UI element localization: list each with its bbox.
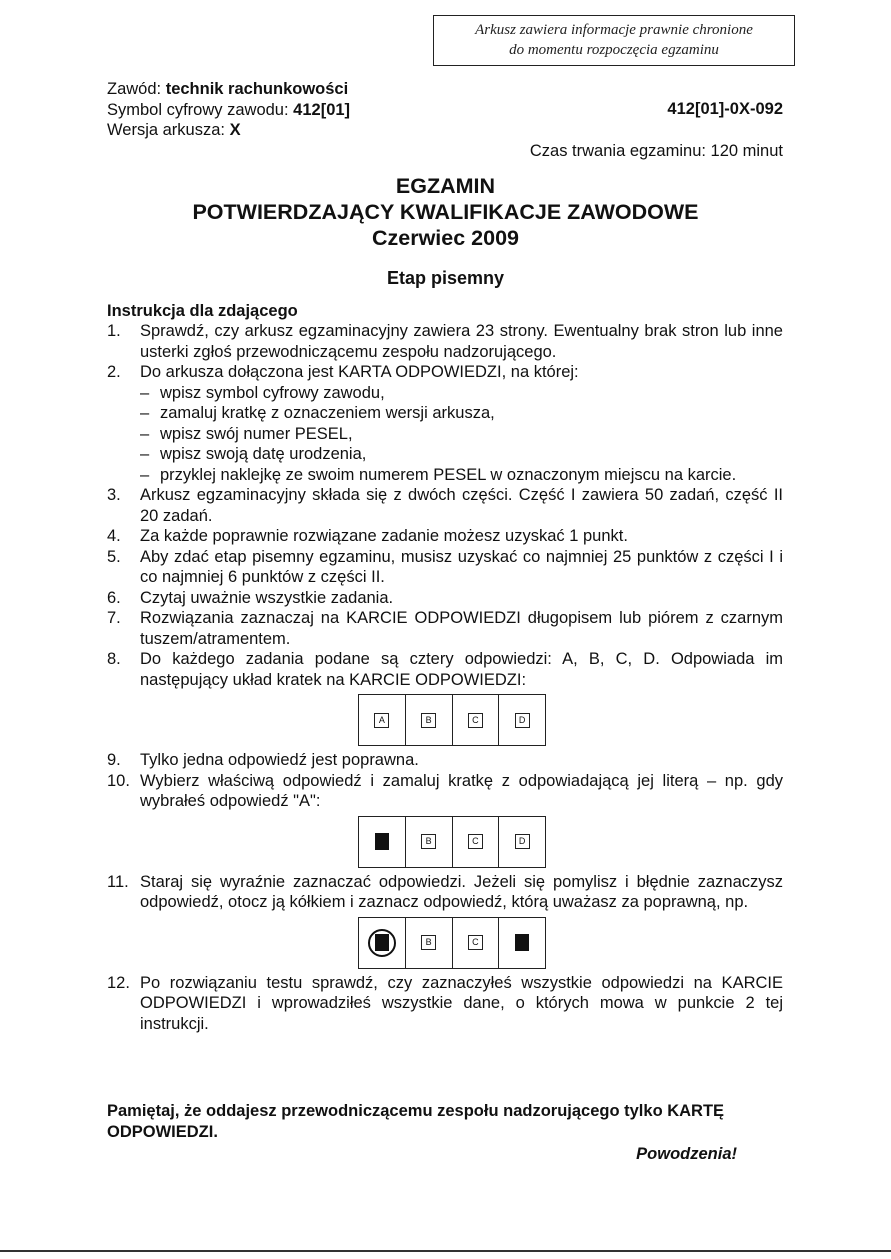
answer-cell-d <box>499 695 545 745</box>
title-line-2: POTWIERDZAJĄCY KWALIFIKACJE ZAWODOWE <box>192 200 699 224</box>
sub-item-text: wpisz symbol cyfrowy zawodu, <box>160 383 385 402</box>
list-item <box>107 771 783 868</box>
list-item <box>107 547 783 588</box>
notice-line-2: do momentu rozpoczęcia egzaminu <box>509 42 719 58</box>
answer-cell-a <box>359 918 406 968</box>
answer-cell-b <box>406 918 453 968</box>
answer-cell-b <box>406 695 453 745</box>
item-number: 7. <box>107 609 121 627</box>
version-line <box>107 120 350 141</box>
item-text: Czytaj uważnie wszystkie zadania. <box>140 588 394 607</box>
answer-grid-filled-example <box>358 816 546 868</box>
item-number: 1. <box>107 322 121 340</box>
sub-item-text: wpisz swój numer PESEL, <box>160 424 353 443</box>
list-item <box>107 321 783 362</box>
list-item <box>107 362 783 485</box>
answer-cell-d <box>499 817 545 867</box>
answer-box-a: A <box>374 713 389 728</box>
answer-box-b: B <box>421 935 436 950</box>
list-item <box>107 526 783 547</box>
circled-box-a <box>368 929 396 957</box>
item-text: Aby zdać etap pisemny egzaminu, musisz uzyskać co najmniej 25 punktów z części I i co najmniej 6 punktów z części II. <box>140 547 783 586</box>
dash: – <box>140 465 150 484</box>
item-text: Po rozwiązaniu testu sprawdź, czy zaznaczyłeś wszystkie odpowiedzi na KARCIE ODPOWIEDZI i wprowadziłeś wszystkie dane, o których mowa w punkcie 2 tej instrukcji. <box>140 973 783 1033</box>
list-item <box>107 750 783 771</box>
list-item <box>107 485 783 526</box>
good-luck: Powodzenia! <box>636 1145 737 1163</box>
sub-item <box>140 403 783 424</box>
dash: – <box>140 424 150 443</box>
sub-item-text: wpisz swoją datę urodzenia, <box>160 445 367 463</box>
item-number: 4. <box>107 527 121 545</box>
version-value: X <box>229 121 241 139</box>
item-number: 3. <box>107 486 121 504</box>
item-text: Sprawdź, czy arkusz egzaminacyjny zawiera 23 strony. Ewentualny brak stron lub inne usterki zgłoś przewodniczącemu zespołu nadzorującego. <box>140 322 783 361</box>
profession-value: technik rachunkowości <box>165 80 349 98</box>
item-text: Za każde poprawnie rozwiązane zadanie możesz uzyskać 1 punkt. <box>140 527 628 545</box>
answer-cell-d <box>499 918 545 968</box>
instructions-list <box>107 321 783 1034</box>
answer-box-c: C <box>468 713 483 728</box>
item-number: 2. <box>107 363 121 381</box>
symbol-value: 412[01] <box>293 100 351 119</box>
bottom-divider <box>0 1250 891 1252</box>
confidentiality-notice <box>433 15 795 66</box>
filled-box-a <box>375 934 389 951</box>
answer-cell-c <box>453 695 500 745</box>
item-number: 9. <box>107 751 121 769</box>
item-number: 10. <box>107 771 130 790</box>
title-line-3: Czerwiec 2009 <box>371 226 519 250</box>
answer-cell-c <box>453 817 500 867</box>
sheet-code: 412[01]-0X-092 <box>667 100 783 118</box>
item-number: 5. <box>107 547 121 566</box>
item-text: Arkusz egzaminacyjny składa się z dwóch części. Część I zawiera 50 zadań, część II 20 zadań. <box>140 486 783 525</box>
answer-cell-a <box>359 817 406 867</box>
answer-box-d: D <box>515 834 530 849</box>
title-line-1: EGZAMIN <box>395 174 496 198</box>
item-text: Wybierz właściwą odpowiedź i zamaluj kratkę z odpowiadającą jej literą – np. gdy wybrałeś odpowiedź "A": <box>140 771 783 810</box>
submission-reminder: Pamiętaj, że oddajesz przewodniczącemu zespołu nadzorującego tylko KARTĘ ODPOWIEDZI. <box>107 1102 725 1141</box>
item-text: Tylko jedna odpowiedź jest poprawna. <box>140 751 419 769</box>
version-label: Wersja arkusza: <box>107 121 225 139</box>
answer-card-steps <box>140 383 783 486</box>
sub-item-text: zamaluj kratkę z oznaczeniem wersji arkusza, <box>160 404 495 422</box>
exam-duration: Czas trwania egzaminu: 120 minut <box>529 142 783 160</box>
item-number: 11. <box>107 872 129 891</box>
filled-box-d <box>515 934 529 951</box>
notice-line-1: Arkusz zawiera informacje prawnie chronione <box>475 22 753 38</box>
answer-grid-correction-example <box>358 917 546 969</box>
item-number: 6. <box>107 588 121 607</box>
symbol-label: Symbol cyfrowy zawodu: <box>107 100 289 119</box>
answer-box-b: B <box>421 713 436 728</box>
exam-stage: Etap pisemny <box>386 268 505 288</box>
filled-box-a <box>375 833 389 850</box>
answer-box-c: C <box>468 834 483 849</box>
sub-item <box>140 424 783 445</box>
list-item <box>107 872 783 969</box>
dash: – <box>140 445 150 463</box>
sub-item <box>140 465 783 486</box>
answer-cell-b <box>406 817 453 867</box>
symbol-line <box>107 100 350 121</box>
item-text: Rozwiązania zaznaczaj na KARCIE ODPOWIEDZI długopisem lub piórem z czarnym tuszem/atramentem. <box>140 609 783 648</box>
profession-label: Zawód: <box>107 80 162 98</box>
answer-cell-c <box>453 918 500 968</box>
item-text: Staraj się wyraźnie zaznaczać odpowiedzi. Jeżeli się pomylisz i błędnie zaznaczysz odpowiedź, otocz ją kółkiem i zaznacz odpowiedź, którą uważasz za poprawną, np. <box>140 872 783 911</box>
answer-box-c: C <box>468 935 483 950</box>
exam-metadata <box>107 79 350 141</box>
item-text: Do każdego zadania podane są cztery odpowiedzi: A, B, C, D. Odpowiada im następujący układ kratek na KARCIE ODPOWIEDZI: <box>140 650 783 689</box>
dash: – <box>140 383 150 402</box>
instructions-heading: Instrukcja dla zdającego <box>107 302 298 320</box>
item-number: 8. <box>107 650 121 668</box>
sub-item <box>140 383 783 404</box>
exam-title <box>0 173 891 251</box>
answer-cell-a <box>359 695 406 745</box>
answer-grid-example <box>358 694 546 746</box>
dash: – <box>140 404 150 422</box>
item-number: 12. <box>107 973 130 992</box>
list-item <box>107 973 783 1035</box>
sub-item <box>140 444 783 465</box>
item-text: Do arkusza dołączona jest KARTA ODPOWIEDZI, na której: <box>140 363 579 381</box>
list-item <box>107 608 783 649</box>
sub-item-text: przyklej naklejkę ze swoim numerem PESEL w oznaczonym miejscu na karcie. <box>160 465 737 484</box>
list-item <box>107 649 783 746</box>
answer-box-b: B <box>421 834 436 849</box>
answer-box-d: D <box>515 713 530 728</box>
profession-line <box>107 79 350 100</box>
list-item <box>107 588 783 609</box>
